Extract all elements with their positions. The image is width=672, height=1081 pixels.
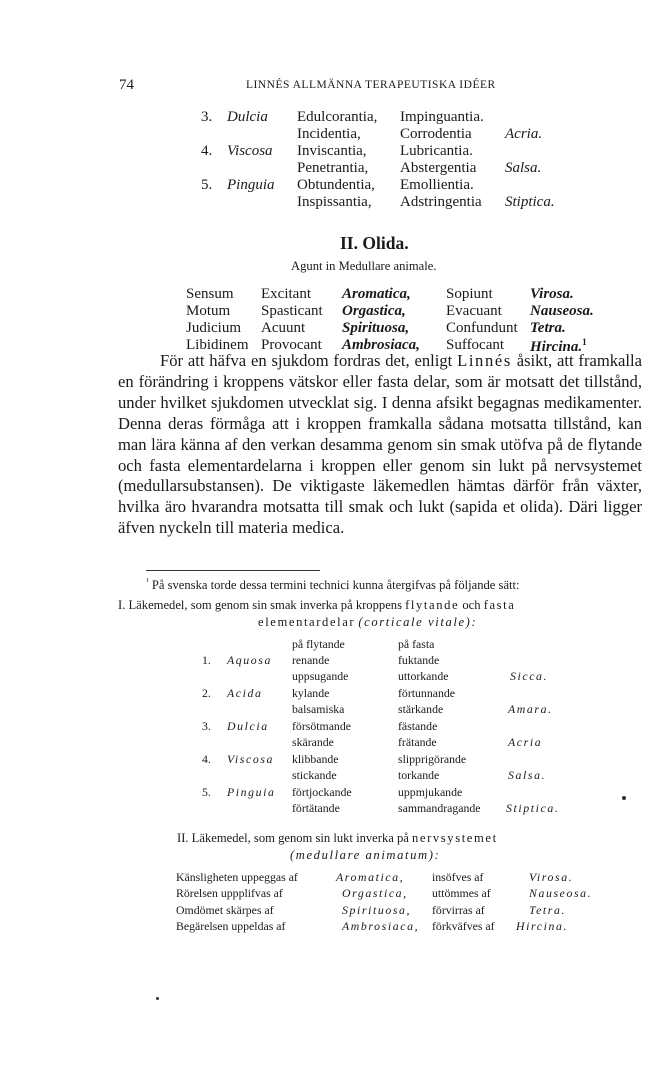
cell: Stiptica. [505, 194, 555, 210]
cell: Rörelsen uppplifvas af [176, 886, 283, 900]
taste-class: Viscosa [227, 143, 273, 159]
cell: slipprigörande [398, 752, 467, 766]
taste-class: Pinguia [227, 785, 276, 799]
part-text: I. Läkemedel, som genom sin smak inverka på kroppens [118, 598, 406, 612]
cell: Abstergentia [400, 160, 477, 176]
running-title: LINNÉS ALLMÄNNA TERAPEUTISKA IDÉER [246, 79, 496, 91]
paragraph-text: åsikt, att framkalla en förändring i kroppens vätskor eller fasta delar, som är motsatt det tillstånd, under hvilket sjukdomen utvecklat sig. I denna afsikt begagnas medikamenter. Denna deras förmåga att i kroppen framkalla sådana motsatta tillstånd, kan man lära känna af den verkan desamma genom sin smak utöfva på de flytande och fasta elementardelarna i kroppen eller genom sin lukt på nervsystemet (medullarsubstansen). De viktigaste läkemedlen hämtas därför från växter, hvilka äro hvarandra motsatta till smak och lukt (sapida et olida). Däri ligger äfven nyckeln till materia medica. [118, 351, 642, 538]
section-heading: II. Olida. [340, 233, 409, 253]
cell: Acria [508, 735, 543, 749]
cell: Nauseosa. [529, 886, 593, 900]
cell: Sensum [186, 286, 234, 302]
cell: balsamiska [292, 702, 345, 716]
cell: skärande [292, 735, 334, 749]
cell: Aromatica, [342, 286, 411, 302]
cell: förtätande [292, 801, 340, 815]
cell: Nauseosa. [530, 303, 594, 319]
cell: Impinguantia. [400, 109, 484, 125]
page-number: 74 [119, 77, 134, 93]
part-text: II. Läkemedel, som genom sin lukt inverka på [177, 831, 413, 845]
part-spaced: fasta [483, 598, 516, 612]
cell: uppmjukande [398, 785, 463, 799]
taste-class: Dulcia [227, 719, 269, 733]
paragraph [118, 351, 642, 539]
taste-class: Acida [227, 686, 263, 700]
part-italic: (corticale vitale): [358, 615, 478, 629]
stray-mark [622, 796, 626, 800]
row-number: 1. [202, 653, 211, 667]
part-text: och [459, 598, 484, 612]
cell: Sopiunt [446, 286, 493, 302]
footnote-rule [146, 570, 320, 571]
cell: förtjockande [292, 785, 352, 799]
footnote-part1-line2 [258, 615, 477, 630]
cell: Känsligheten uppeggas af [176, 870, 298, 884]
cell: renande [292, 653, 330, 667]
taste-class: Aquosa [227, 653, 272, 667]
cell: stickande [292, 768, 337, 782]
cell: Orgastica, [342, 303, 406, 319]
cell: Tetra. [529, 903, 567, 917]
cell: Virosa. [530, 286, 574, 302]
footnote-part2-line2: (medullare animatum): [290, 848, 441, 862]
cell: förtunnande [398, 686, 455, 700]
cell: Spasticant [261, 303, 323, 319]
cell: förkväfves af [432, 919, 495, 933]
cell: fuktande [398, 653, 440, 667]
row-number: 3. [202, 719, 211, 733]
column-header: på flytande [292, 637, 345, 651]
cell: Edulcorantia, [297, 109, 378, 125]
cell: Penetrantia, [297, 160, 369, 176]
cell: Incidentia, [297, 126, 361, 142]
cell: stärkande [398, 702, 444, 716]
cell: Salsa. [505, 160, 542, 176]
cell: Judicium [186, 320, 241, 336]
cell: Corrodentia [400, 126, 472, 142]
cell: Inviscantia, [297, 143, 367, 159]
cell: Omdömet skärpes af [176, 903, 274, 917]
row-number: 4. [201, 143, 213, 159]
cell: sammandragande [398, 801, 481, 815]
cell: insöfves af [432, 870, 484, 884]
part-spaced: nervsystemet [412, 831, 498, 845]
author-name: Linnés [457, 351, 512, 370]
cell: Ambrosiaca, [342, 337, 420, 353]
stray-mark [156, 997, 159, 1000]
cell: Motum [186, 303, 231, 319]
cell: Stiptica. [506, 801, 560, 815]
cell-text: Hircina. [530, 339, 583, 355]
cell: Lubricantia. [400, 143, 473, 159]
cell: förvirras af [432, 903, 485, 917]
cell: Emollientia. [400, 177, 474, 193]
cell: försötmande [292, 719, 351, 733]
paragraph-text: För att häfva en sjukdom fordras det, enligt [160, 351, 458, 370]
cell: Suffocant [446, 337, 505, 353]
cell: Sicca. [510, 669, 549, 683]
cell: Begärelsen uppeldas af [176, 919, 286, 933]
row-number: 4. [202, 752, 211, 766]
cell: Acria. [505, 126, 543, 142]
taste-class: Dulcia [227, 109, 268, 125]
cell: Virosa. [529, 870, 574, 884]
cell: frätande [398, 735, 437, 749]
cell: Spirituosa, [342, 320, 410, 336]
row-number: 5. [201, 177, 213, 193]
footnote-marker: 1 [582, 337, 587, 347]
cell: torkande [398, 768, 440, 782]
cell: Tetra. [530, 320, 566, 336]
cell: Obtundentia, [297, 177, 375, 193]
cell: kylande [292, 686, 330, 700]
cell: Excitant [261, 286, 311, 302]
cell: Inspissantia, [297, 194, 372, 210]
cell: Ambrosiaca, [342, 919, 420, 933]
footnote-part2 [177, 831, 498, 846]
column-header: på fasta [398, 637, 435, 651]
taste-class: Viscosa [227, 752, 275, 766]
row-number: 3. [201, 109, 213, 125]
cell: uppsugande [292, 669, 349, 683]
cell: Evacuant [446, 303, 502, 319]
section-subheading: Agunt in Medullare animale. [291, 259, 437, 273]
cell: Orgastica, [342, 886, 408, 900]
cell: klibbande [292, 752, 339, 766]
cell: uttömmes af [432, 886, 491, 900]
footnote-mark: ¹ [146, 576, 149, 586]
cell: Acuunt [261, 320, 306, 336]
cell: uttorkande [398, 669, 449, 683]
cell: Adstringentia [400, 194, 482, 210]
row-number: 2. [202, 686, 211, 700]
cell: Libidinem [186, 337, 249, 353]
cell: fästande [398, 719, 438, 733]
part-spaced: flytande [405, 598, 460, 612]
cell: Aromatica, [336, 870, 405, 884]
body-text [118, 351, 642, 539]
footnote-intro [146, 576, 520, 593]
taste-class: Pinguia [227, 177, 275, 193]
footnote-part1 [118, 598, 515, 613]
cell: Provocant [261, 337, 322, 353]
cell: Salsa. [508, 768, 547, 782]
cell: Confundunt [446, 320, 518, 336]
part-spaced: elementardelar [258, 615, 356, 629]
row-number: 5. [202, 785, 211, 799]
footnote-text: På svenska torde dessa termini technici kunna återgifvas på följande sätt: [151, 578, 520, 593]
cell: Amara. [508, 702, 553, 716]
cell: Spirituosa, [342, 903, 412, 917]
cell: Hircina. [516, 919, 569, 933]
